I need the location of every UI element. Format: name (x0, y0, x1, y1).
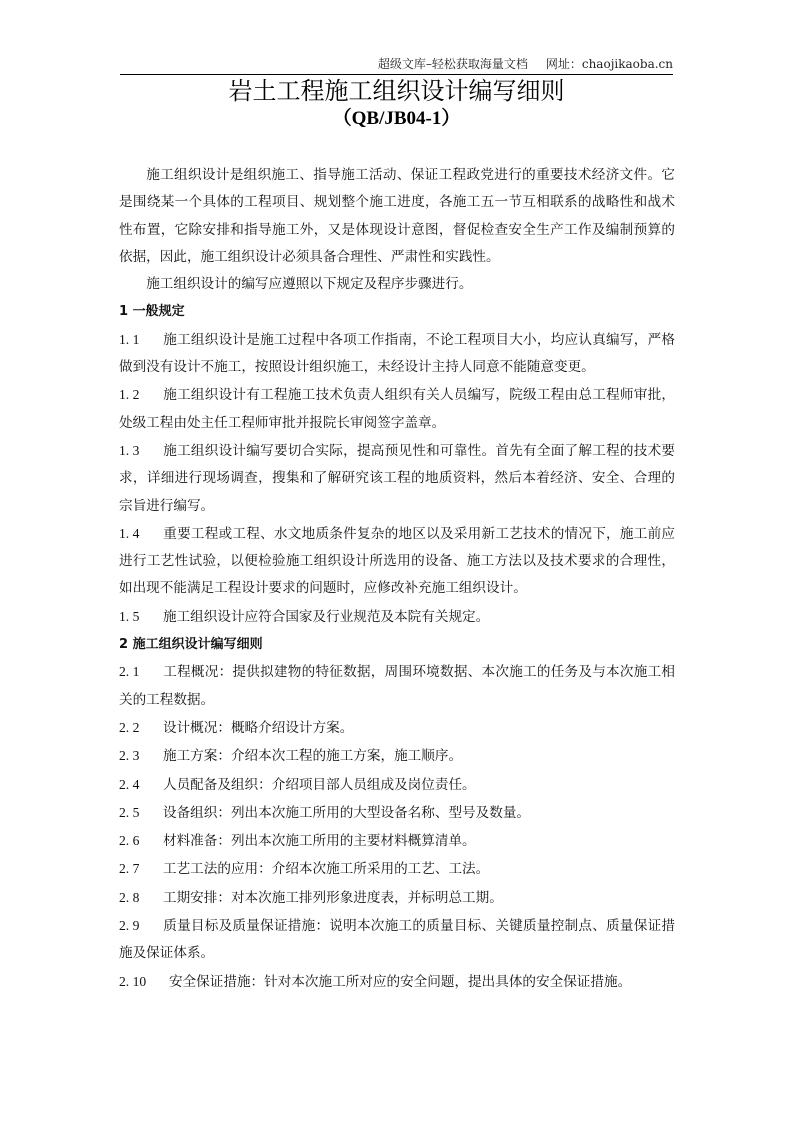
list-item (119, 603, 675, 631)
list-item (119, 658, 675, 714)
item-text: 设备组织：列出本次施工所用的大型设备名称、型号及数量。 (163, 804, 531, 821)
list-item (119, 381, 675, 437)
section-heading: 2 施工组织设计编写细则 (119, 637, 263, 653)
item-number: 1. 5 (119, 608, 140, 624)
item-text: 施工组织设计有工程施工技术负责人组织有关人员编写，院级工程由总工程师审批，处级工程由处主任工程师审批并报院长审阅签字盖章。 (119, 387, 675, 431)
item-number: 2. 10 (119, 973, 147, 989)
list-item (119, 771, 675, 799)
item-number: 1. 2 (119, 387, 140, 403)
item-number: 2. 5 (119, 804, 140, 820)
list-item (119, 912, 675, 968)
item-text: 施工组织设计是施工过程中各项工作指南，不论工程项目大小，均应认真编写，严格做到没有设计不施工，按照设计组织施工，未经设计主持人同意不能随意变更。 (119, 331, 675, 376)
item-text: 施工方案：介绍本次工程的施工方案，施工顺序。 (163, 748, 463, 765)
item-number: 2. 3 (119, 748, 140, 764)
site-name: 超级文库–轻松获取海量文档 (377, 57, 528, 71)
item-text: 工程概况：提供拟建物的特征数据，周围环境数据、本次施工的任务及与本次施工相关的工程数据。 (119, 664, 675, 708)
item-number: 2. 6 (119, 833, 140, 849)
document-body (119, 162, 675, 996)
item-text: 工期安排：对本次施工排列形象进度表，并标明总工期。 (163, 889, 503, 906)
document-title: 岩土工程施工组织设计编写细则 (228, 77, 565, 105)
item-text: 安全保证措施：针对本次施工所对应的安全问题，提出具体的安全保证措施。 (169, 973, 632, 990)
item-text: 工艺工法的应用：介绍本次施工所采用的工艺、工法。 (163, 861, 490, 878)
item-number: 1. 1 (119, 331, 140, 347)
item-number: 2. 2 (119, 719, 140, 735)
list-item (119, 520, 675, 603)
list-item (119, 884, 675, 912)
item-number: 2. 1 (119, 664, 140, 680)
item-text: 质量目标及质量保证措施：说明本次施工的质量目标、关键质量控制点、质量保证措施及保证体系。 (119, 918, 675, 962)
item-number: 1. 3 (119, 442, 140, 458)
list-item (119, 968, 675, 996)
intro-paragraph: 施工组织设计是组织施工、指导施工活动、保证工程政党进行的重要技术经济文件。它是围绕某一个具体的工程项目、规划整个施工进度，各施工五一节互相联系的战略性和战术性布置，它除安排和指导施工外，又是体现设计意图，督促检查安全生产工作及编制预算的依据，因此，施工组织设计必须具备合理性、严肃性和实践性。 (119, 167, 675, 265)
item-text: 施工组织设计应符合国家及行业规范及本院有关规定。 (163, 608, 490, 625)
item-number: 2. 8 (119, 889, 140, 905)
list-item (119, 437, 675, 520)
item-text: 重要工程或工程、水文地质条件复杂的地区以及采用新工艺技术的情况下，施工前应进行工艺性试验，以便检验施工组织设计所选用的设备、施工方法以及技术要求的合理性，如出现不能满足工程设计要求的问题时，应修改补充施工组织设计。 (119, 525, 675, 597)
item-number: 2. 4 (119, 776, 140, 792)
document-code: （QB/JB04-1） (332, 108, 461, 129)
item-text: 材料准备：列出本次施工所用的主要材料概算清单。 (163, 833, 476, 850)
item-text: 施工组织设计编写要切合实际，提高预见性和可靠性。首先有全面了解工程的技术要求，详细进行现场调查，搜集和了解研究该工程的地质资料，然后本着经济、安全、合理的宗旨进行编写。 (119, 442, 675, 514)
item-number: 1. 4 (119, 525, 140, 541)
item-text: 设计概况：概略介绍设计方案。 (163, 719, 354, 736)
list-item (119, 714, 675, 742)
list-item (119, 326, 675, 382)
intro-paragraph: 施工组织设计的编写应遵照以下规定及程序步骤进行。 (146, 276, 473, 293)
site-url: 网址：chaojikaoba.cn (545, 57, 673, 71)
item-number: 2. 7 (119, 861, 140, 877)
item-text: 人员配备及组织：介绍项目部人员组成及岗位责任。 (163, 776, 476, 793)
list-item (119, 742, 675, 770)
item-number: 2. 9 (119, 918, 140, 934)
list-item (119, 855, 675, 883)
page-header (120, 56, 673, 75)
list-item (119, 799, 675, 827)
list-item (119, 827, 675, 855)
section-heading: 1 一般规定 (119, 304, 185, 320)
